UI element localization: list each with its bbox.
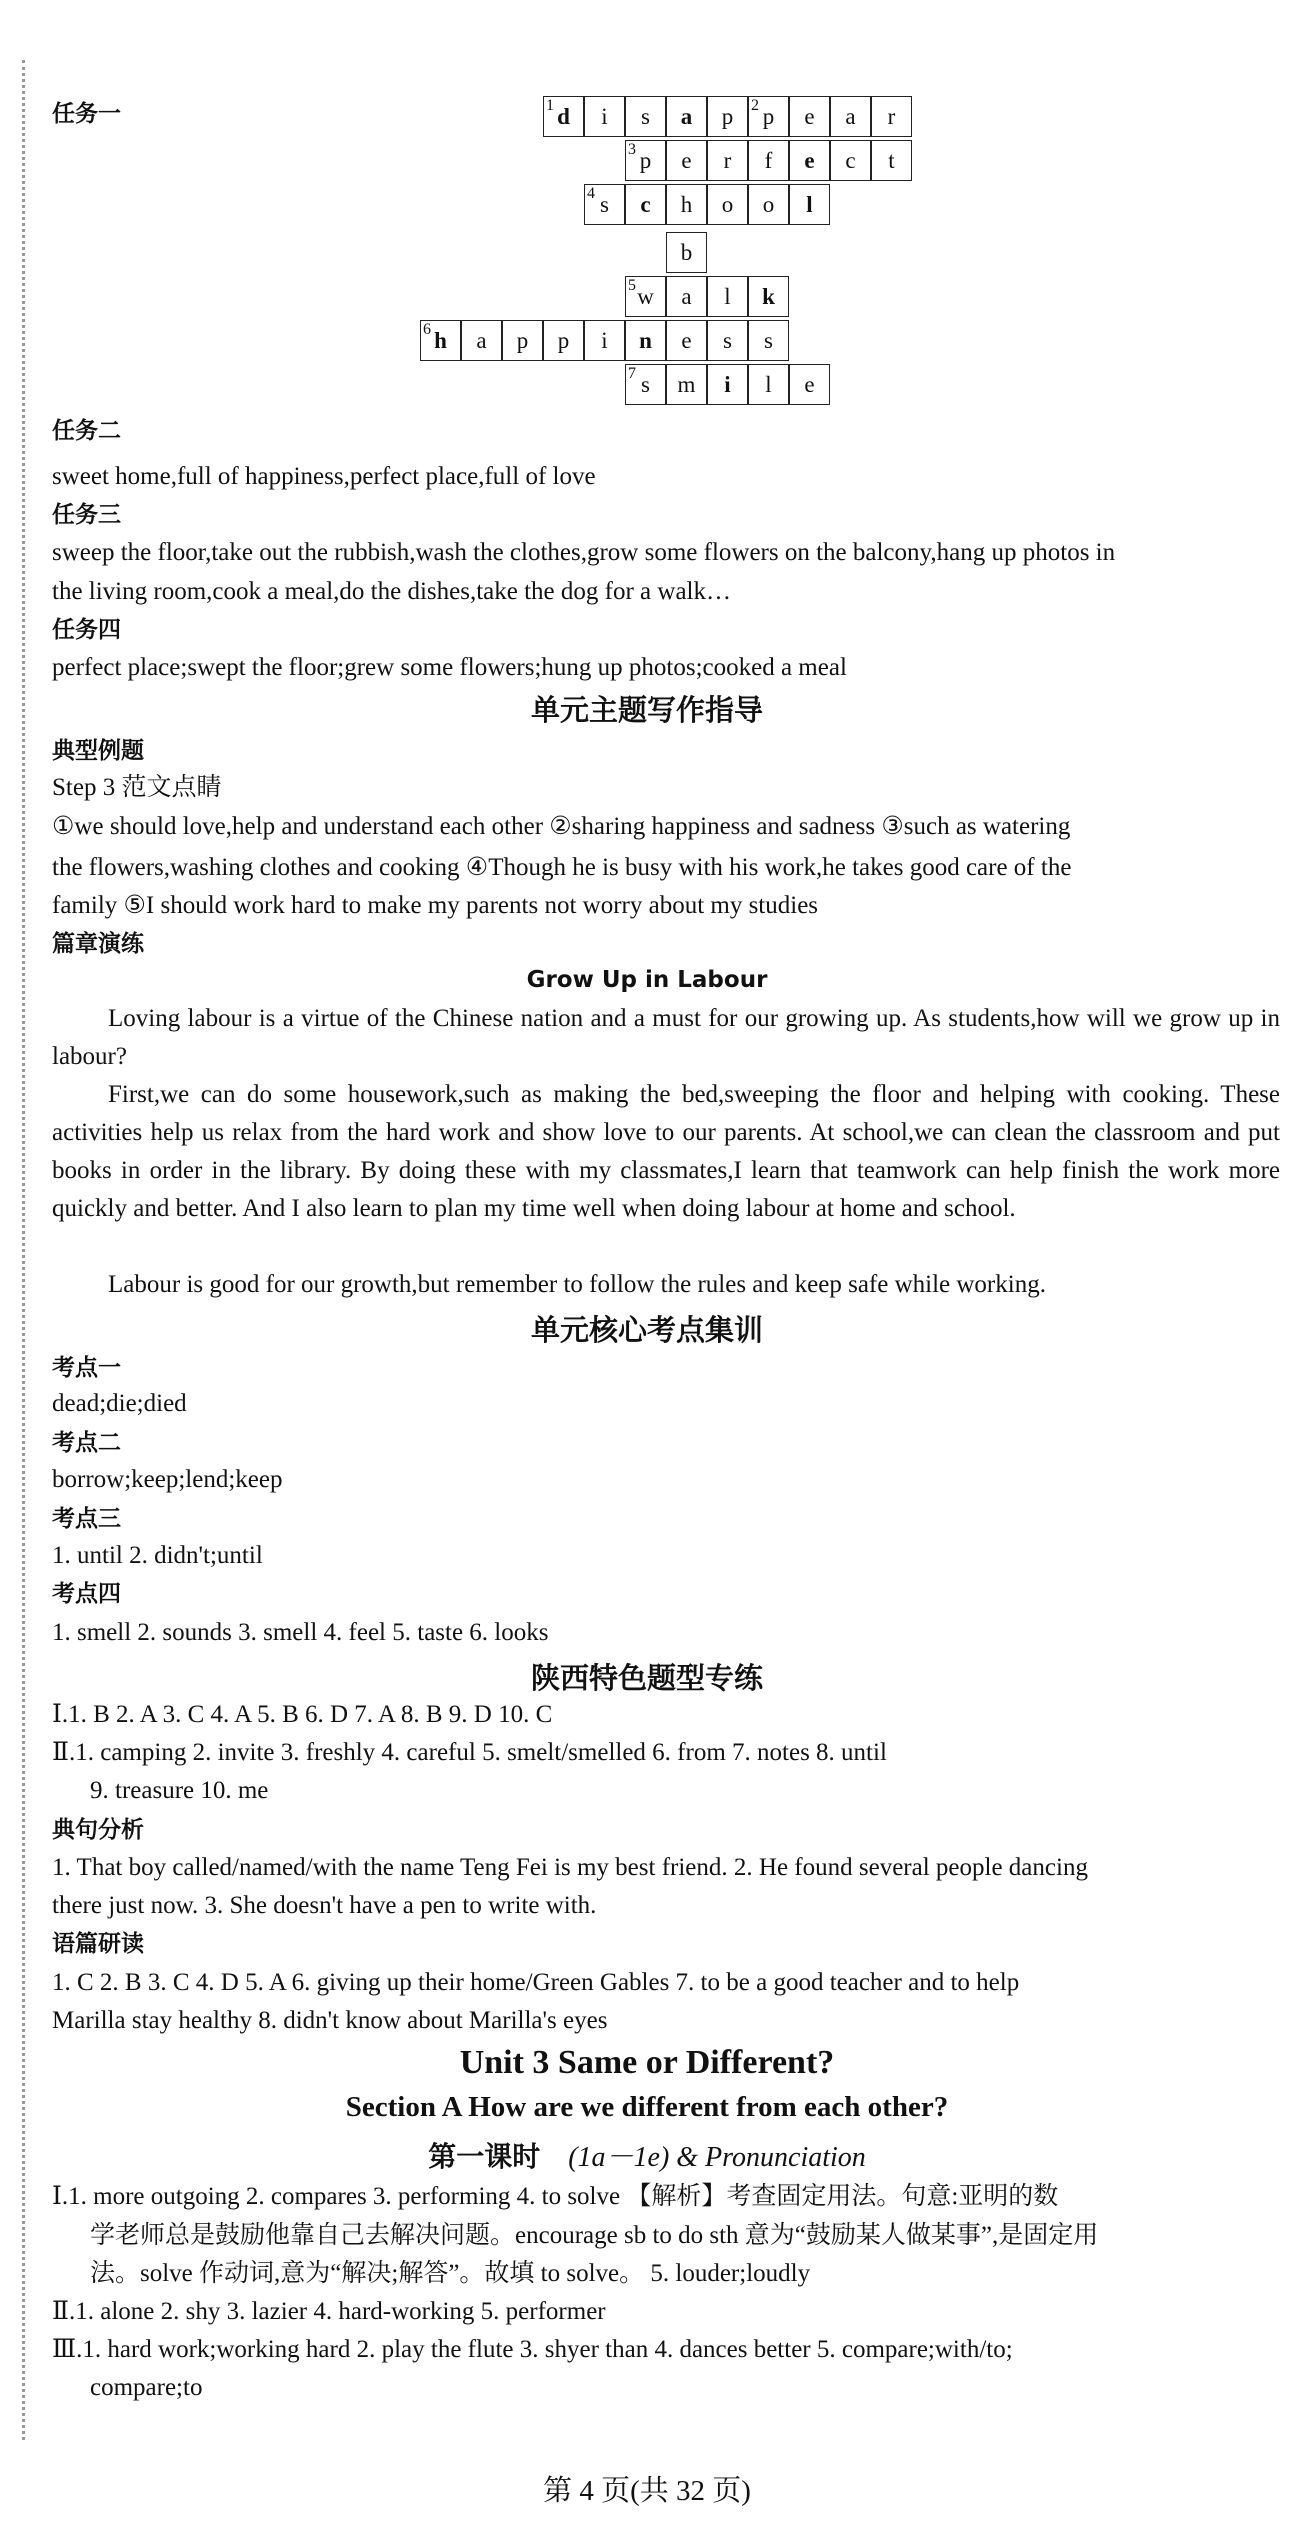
analysis-line1: 1. That boy called/named/with the name Teng Fei is my best friend. 2. He found several people dancing <box>52 1854 1088 1881</box>
essay-paragraph2: First,we can do some housework,such as making the bed,sweeping the floor and helping with cooking. These activities help us relax from the hard work and show love to our parents. At school,we can clean the classroom and put books in order in the library. By doing these with my classmates,I learn that teamwork can help finish the work more quickly and better. And I also learn to plan my time well when doing labour at home and school. <box>52 1081 1280 1222</box>
crossword-cell: p <box>502 320 543 361</box>
crossword-cell: l <box>789 184 830 225</box>
crossword-cell: e <box>789 96 830 137</box>
task2-heading: 任务二 <box>52 418 121 444</box>
kaodian3-heading: 考点三 <box>52 1506 121 1532</box>
writing-section-title: 单元主题写作指导 <box>530 693 763 727</box>
crossword-clue-number: 6 <box>423 321 431 338</box>
essay-title: Grow Up in Labour <box>526 967 768 993</box>
model-line1: ①we should love,help and understand each other ②sharing happiness and sadness ③such as watering <box>52 813 1071 840</box>
crossword-cell: i <box>584 320 625 361</box>
lesson-part3-line2: compare;to <box>90 2374 203 2401</box>
step3-label: Step 3 范文点睛 <box>52 774 222 801</box>
crossword-cell: p <box>543 320 584 361</box>
crossword-cell: e <box>789 364 830 405</box>
crossword-cell: c <box>625 184 666 225</box>
lesson-part1-line2: 学老师总是鼓励他靠自己去解决问题。encourage sb to do sth 意为“鼓励某人做某事”,是固定用 <box>90 2222 1099 2249</box>
crossword-cell: t <box>871 140 912 181</box>
core-section-title: 单元核心考点集训 <box>530 1313 763 1347</box>
crossword-cell: d <box>543 96 584 137</box>
crossword-cell: f <box>748 140 789 181</box>
crossword-cell: c <box>830 140 871 181</box>
analysis-line2: there just now. 3. She doesn't have a pen to write with. <box>52 1892 597 1919</box>
kaodian4-heading: 考点四 <box>52 1581 121 1607</box>
lesson-part1-line3: 法。solve 作动词,意为“解决;解答”。故填 to solve。 5. louder;loudly <box>90 2260 811 2287</box>
crossword-cell: o <box>707 184 748 225</box>
kaodian2-answer: borrow;keep;lend;keep <box>52 1466 283 1493</box>
shaanxi-section-title: 陕西特色题型专练 <box>530 1661 763 1695</box>
crossword-cell: a <box>666 276 707 317</box>
lesson-title <box>0 2135 1294 2175</box>
task4-heading: 任务四 <box>52 617 121 643</box>
crossword-cell: e <box>666 140 707 181</box>
unit-title: Unit 3 Same or Different? <box>459 2044 835 2081</box>
crossword-clue-number: 4 <box>587 185 595 202</box>
crossword-cell: r <box>707 140 748 181</box>
crossword-cell: k <box>748 276 789 317</box>
reading-line2: Marilla stay healthy 8. didn't know about Marilla's eyes <box>52 2007 608 2034</box>
crossword-cell: l <box>707 276 748 317</box>
kaodian4-answer: 1. smell 2. sounds 3. smell 4. feel 5. taste 6. looks <box>52 1619 549 1646</box>
crossword-clue-number: 7 <box>628 365 636 382</box>
lesson-title-cn: 第一课时 <box>428 2140 541 2173</box>
crossword-cell: s <box>625 364 666 405</box>
binding-margin-dots <box>22 60 25 2440</box>
crossword-clue-number: 1 <box>546 97 554 114</box>
model-line2: the flowers,washing clothes and cooking ④Though he is busy with his work,he takes good care of the <box>52 854 1072 881</box>
crossword-cell: e <box>789 140 830 181</box>
section-title: Section A How are we different from each other? <box>345 2091 949 2123</box>
kaodian3-answer: 1. until 2. didn't;until <box>52 1542 263 1569</box>
crossword-cell: a <box>666 96 707 137</box>
crossword-cell: s <box>707 320 748 361</box>
kaodian1-heading: 考点一 <box>52 1355 121 1381</box>
crossword-cell: i <box>707 364 748 405</box>
crossword-cell: s <box>625 96 666 137</box>
task2-answer: sweet home,full of happiness,perfect place,full of love <box>52 463 596 490</box>
crossword-clue-number: 3 <box>628 141 636 158</box>
crossword-cell: s <box>584 184 625 225</box>
lesson-part3-line1: Ⅲ.1. hard work;working hard 2. play the flute 3. shyer than 4. dances better 5. compare;with/to; <box>52 2336 1013 2363</box>
example-heading: 典型例题 <box>52 738 144 764</box>
lesson-part2: Ⅱ.1. alone 2. shy 3. lazier 4. hard-working 5. performer <box>52 2298 606 2325</box>
crossword-cell: p <box>625 140 666 181</box>
reading-heading: 语篇研读 <box>52 1931 144 1957</box>
essay-paragraph1: Loving labour is a virtue of the Chinese nation and a must for our growing up. As students,how will we grow up in labour? <box>52 1005 1280 1070</box>
crossword-cell: p <box>748 96 789 137</box>
crossword-cell: o <box>748 184 789 225</box>
crossword-cell: p <box>707 96 748 137</box>
task1-heading: 任务一 <box>52 101 121 127</box>
page-footer: 第 4 页(共 32 页) <box>543 2475 751 2507</box>
crossword-cell: a <box>830 96 871 137</box>
task3-heading: 任务三 <box>52 502 121 528</box>
shaanxi-part1: Ⅰ.1. B 2. A 3. C 4. A 5. B 6. D 7. A 8. B 9. D 10. C <box>52 1701 553 1728</box>
kaodian2-heading: 考点二 <box>52 1430 121 1456</box>
reading-line1: 1. C 2. B 3. C 4. D 5. A 6. giving up their home/Green Gables 7. to be a good teacher and to help <box>52 1969 1020 1996</box>
crossword-cell: n <box>625 320 666 361</box>
shaanxi-part2-line1: Ⅱ.1. camping 2. invite 3. freshly 4. careful 5. smelt/smelled 6. from 7. notes 8. until <box>52 1739 887 1766</box>
crossword-cell: h <box>666 184 707 225</box>
crossword-cell: l <box>748 364 789 405</box>
task3-answer-line1: sweep the floor,take out the rubbish,wash the clothes,grow some flowers on the balcony,hang up photos in <box>52 539 1116 566</box>
model-line3: family ⑤I should work hard to make my parents not worry about my studies <box>52 892 819 919</box>
lesson-title-en: (1a－1e) & Pronunciation <box>568 2142 866 2173</box>
crossword-cell: h <box>420 320 461 361</box>
crossword-clue-number: 5 <box>628 277 636 294</box>
crossword-cell: a <box>461 320 502 361</box>
crossword-cell: m <box>666 364 707 405</box>
crossword-cell: b <box>666 232 707 273</box>
crossword-cell: i <box>584 96 625 137</box>
task3-answer-line2: the living room,cook a meal,do the dishes,take the dog for a walk… <box>52 578 731 605</box>
crossword-cell: e <box>666 320 707 361</box>
lesson-part1-line1: Ⅰ.1. more outgoing 2. compares 3. performing 4. to solve 【解析】考查固定用法。句意:亚明的数 <box>52 2183 1059 2210</box>
crossword-cell: w <box>625 276 666 317</box>
analysis-heading: 典句分析 <box>52 1817 144 1843</box>
crossword-cell: r <box>871 96 912 137</box>
practice-heading: 篇章演练 <box>52 931 144 957</box>
task4-answer: perfect place;swept the floor;grew some flowers;hung up photos;cooked a meal <box>52 654 847 681</box>
crossword-clue-number: 2 <box>751 97 759 114</box>
crossword-cell: s <box>748 320 789 361</box>
shaanxi-part2-line2: 9. treasure 10. me <box>90 1777 269 1804</box>
kaodian1-answer: dead;die;died <box>52 1390 187 1417</box>
essay-paragraph3: Labour is good for our growth,but remember to follow the rules and keep safe while working. <box>108 1271 1046 1298</box>
